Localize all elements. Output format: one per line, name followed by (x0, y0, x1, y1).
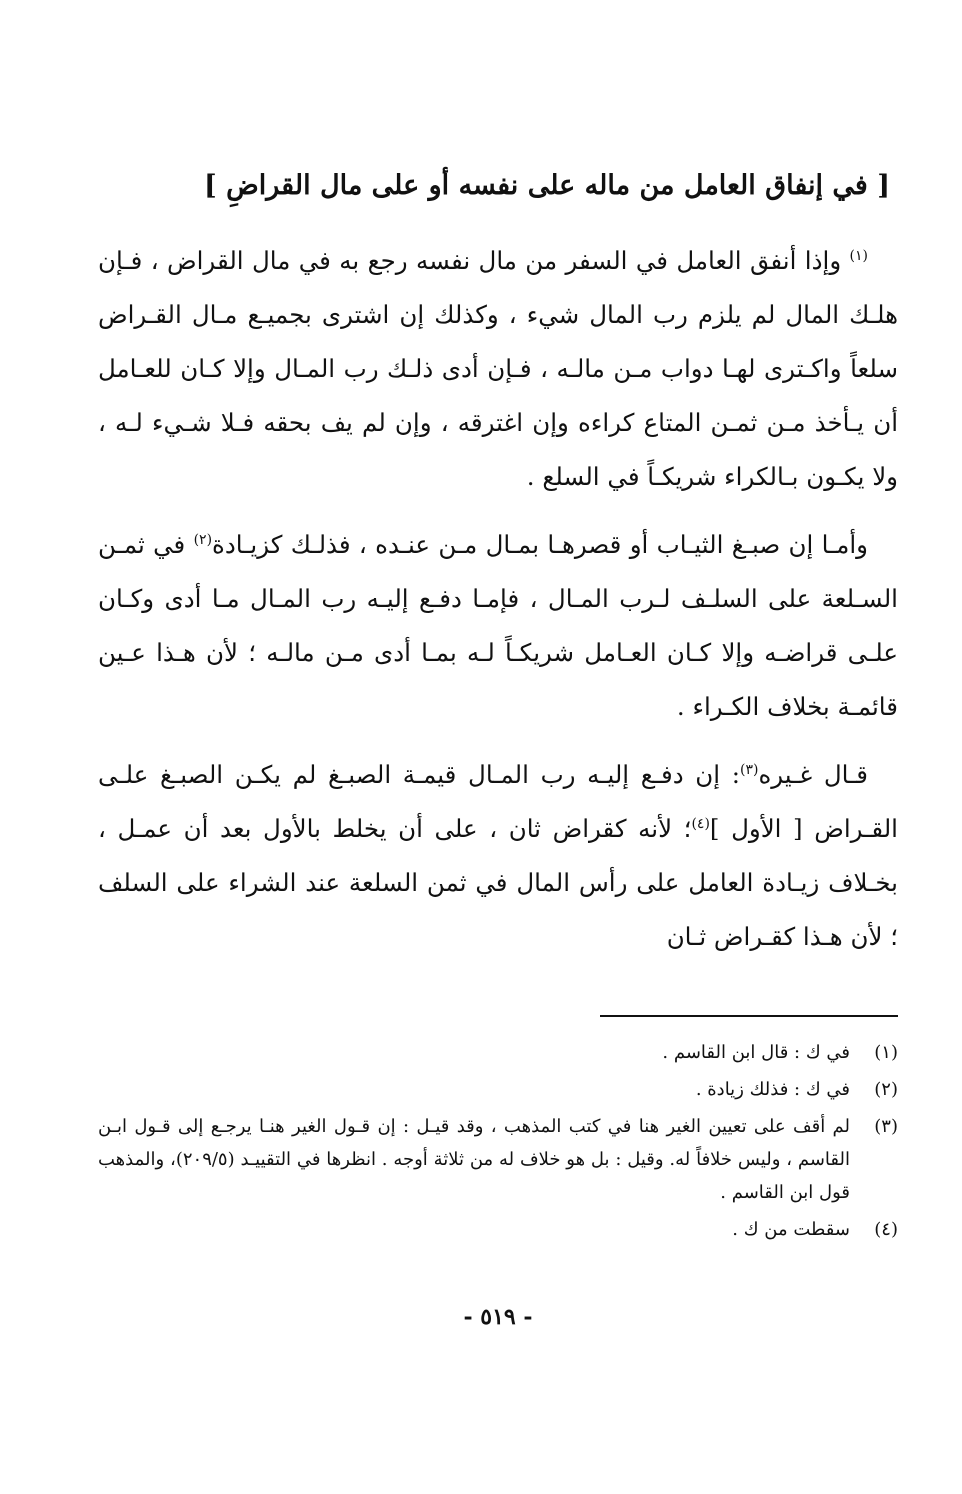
paragraph-3-text-start: قـال غـيره (758, 760, 868, 789)
paragraph-1-text: وإذا أنفق العامل في السفر من مال نفسه رجع به في مال القراض ، فـإن هلـك المال لم يلزم رب المال شيء ، وكذلك إن اشترى بجميـع مـال القـراض سلعاً واكـترى لهـا دواب مـن مالـه ، فـإن أدى ذلـك رب المـال وإلا كـان للعـامل أن يـأخذ مـن ثمـن المتاع كراءه وإن اغترقه ، وإن لم يف بحقه فـلا شـيء لـه ، ولا يكـون بـالكراء شريكـاً في السلع . (98, 246, 898, 491)
paragraph-2 (98, 518, 898, 734)
paragraph-2-text-end: في ثمـن السـلعة على السلـف لـرب المـال ، فإمـا دفـع إليـه رب المـال مـا أدى وكـان علـى قراضـه وإلا كـان العـامل شريكـاً لـه بمـا أدى مـن مالـه ؛ لأن هـذا عـين قائمـة بخلاف الكـراء . (98, 530, 898, 721)
paragraph-3-text-end: ؛ لأنه كقراض ثان ، على أن يخلط بالأول بعد أن عمـل ، بخـلاف زيـادة العامل على رأس المال في ثمن السلعة عند الشراء على السلف ؛ لأن هـذا كقـراض ثـان (98, 814, 898, 951)
footnote-number: (٤) (874, 1219, 898, 1240)
footnote-number: (٢) (874, 1079, 898, 1100)
paragraph-2-text-start: وأمـا إن صبـغ الثيـاب أو قصرهـا بمـال مـن عنـده ، فذلـك كزيـادة (212, 530, 868, 559)
footnote-ref-1: (١) (849, 247, 868, 264)
body-text (98, 234, 898, 964)
footnote-text: سقطت من ك . (732, 1219, 850, 1240)
paragraph-1 (98, 234, 898, 504)
paragraph-3 (98, 748, 898, 964)
footnote-divider (600, 1015, 898, 1017)
footnote-ref-2: (٢) (193, 531, 213, 548)
section-heading: [ في إنفاق العامل من ماله على نفسه أو على مال القراضِ ] (203, 170, 890, 201)
footnote-number: (١) (874, 1042, 898, 1063)
paragraph-3-text-middle: : إن دفـع إليـه رب المـال قيمـة الصبـغ لم يكـن الصبـغ علـى القـراض [ الأول ] (98, 760, 898, 843)
footnote-4 (98, 1213, 898, 1246)
footnote-ref-3: (٣) (739, 761, 759, 778)
footnote-text: في ك : فذلك زيادة . (695, 1079, 850, 1100)
document-page (98, 0, 898, 1494)
footnotes (98, 1036, 898, 1250)
footnote-2 (98, 1073, 898, 1106)
footnote-text: في ك : قال ابن القاسم . (662, 1042, 850, 1063)
footnote-1 (98, 1036, 898, 1069)
footnote-ref-4: (٤) (691, 815, 710, 832)
footnote-text: لم أقف على تعيين الغير هنا في كتب المذهب ، وقد قيـل : إن قـول الغير هنـا يرجـع إلى قـول ابـن القاسم ، وليس خلافاً له. وقيل : بل هو خلاف له من ثلاثة أوجه . انظرها في التقييـد (٢٠٩/٥)، والمذهب قول ابن القاسم . (98, 1116, 850, 1203)
footnote-3 (98, 1110, 898, 1209)
page-number: - ٥١٩ - (463, 1304, 533, 1330)
footnote-number: (٣) (874, 1116, 898, 1137)
